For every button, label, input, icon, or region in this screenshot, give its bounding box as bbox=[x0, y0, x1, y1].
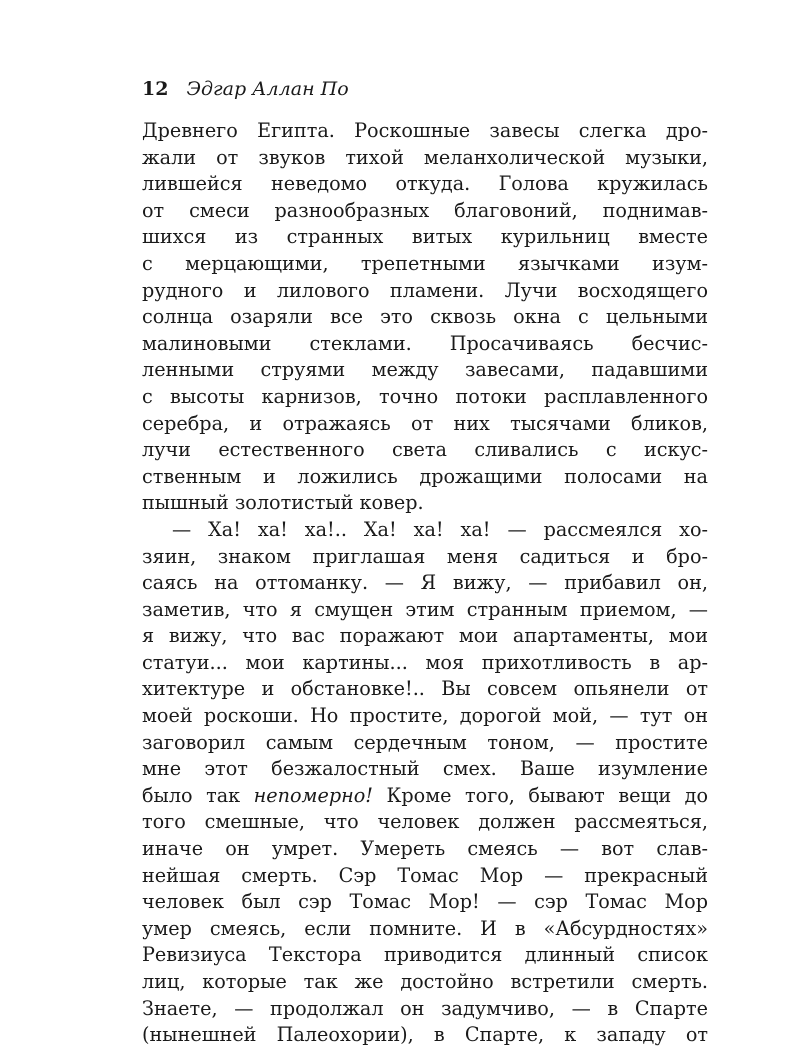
text-line: нейшая смерть. Сэр Томас Мор — прекрасный bbox=[142, 863, 708, 887]
text-line: с высоты карнизов, точно потоки расплавленного bbox=[142, 384, 708, 408]
text-line: Древнего Египта. Роскошные завесы слегка дро- bbox=[142, 119, 708, 142]
text-line: моей роскоши. Но простите, дорогой мой, — тут он bbox=[142, 704, 708, 728]
text-line: статуи... мои картины... моя прихотливость в ар- bbox=[142, 650, 708, 674]
running-head bbox=[142, 77, 349, 101]
paragraph-first-line: — Ха! ха! ха!.. Ха! ха! ха! — рассмеялся хо- bbox=[172, 517, 708, 541]
text-line: Ревизиуса Текстора приводится длинный список bbox=[142, 943, 708, 967]
text-line: я вижу, что вас поражают мои апартаменты, мои bbox=[142, 624, 708, 648]
text-line: иначе он умрет. Умереть смеясь — вот слав- bbox=[142, 837, 708, 861]
text-line: (нынешней Палеохории), в Спарте, к западу от bbox=[142, 1023, 708, 1047]
text-line: ственным и ложились дрожащими полосами на bbox=[142, 464, 708, 488]
body-text bbox=[142, 118, 708, 1049]
text-line: человек был сэр Томас Мор! — сэр Томас Мор bbox=[142, 890, 708, 914]
text-line: мне этот безжалостный смех. Ваше изумление bbox=[142, 757, 708, 781]
text-line: шихся из странных витых курильниц вместе bbox=[142, 225, 708, 249]
text-segment: Кроме того, бывают вещи до bbox=[373, 783, 708, 807]
text-line: саясь на оттоманку. — Я вижу, — прибавил он, bbox=[142, 571, 708, 595]
text-line: хитектуре и обстановке!.. Вы совсем опьянели от bbox=[142, 677, 708, 701]
text-line: Знаете, — продолжал он задумчиво, — в Спарте bbox=[142, 996, 708, 1020]
text-line: лучи естественного света сливались с искус- bbox=[142, 438, 708, 462]
text-line: того смешные, что человек должен рассмеяться, bbox=[142, 810, 708, 834]
text-line: солнца озаряли все это сквозь окна с цельными bbox=[142, 305, 708, 329]
text-line: лившейся неведомо откуда. Голова кружилась bbox=[142, 172, 708, 196]
text-line: ленными струями между завесами, падавшими bbox=[142, 358, 708, 382]
text-line: заговорил самым сердечным тоном, — простите bbox=[142, 730, 708, 754]
text-line: от смеси разнообразных благовоний, поднимав- bbox=[142, 198, 708, 222]
text-line: лиц, которые так же достойно встретили смерть. bbox=[142, 970, 708, 993]
text-line: рудного и лилового пламени. Лучи восходящего bbox=[142, 278, 708, 302]
text-line: с мерцающими, трепетными язычками изум- bbox=[142, 251, 708, 275]
paragraph-end-line: пышный золотистый ковер. bbox=[142, 491, 424, 515]
author-name: Эдгар Аллан По bbox=[186, 78, 349, 100]
text-line: заметив, что я смущен этим странным приемом, — bbox=[142, 597, 708, 621]
text-line: жали от звуков тихой меланхолической музыки, bbox=[142, 145, 708, 169]
text-line: зяин, знаком приглашая меня садиться и бро- bbox=[142, 544, 708, 568]
text-line: умер смеясь, если помните. И в «Абсурдностях» bbox=[142, 916, 708, 940]
page-number: 12 bbox=[142, 78, 169, 100]
italic-emphasis: непомерно! bbox=[253, 783, 374, 807]
text-line: серебра, и отражаясь от них тысячами бликов, bbox=[142, 411, 708, 435]
text-line-with-italic bbox=[142, 783, 708, 810]
text-segment: было так bbox=[142, 783, 254, 807]
text-line: малиновыми стеклами. Просачиваясь бесчис- bbox=[142, 331, 708, 355]
